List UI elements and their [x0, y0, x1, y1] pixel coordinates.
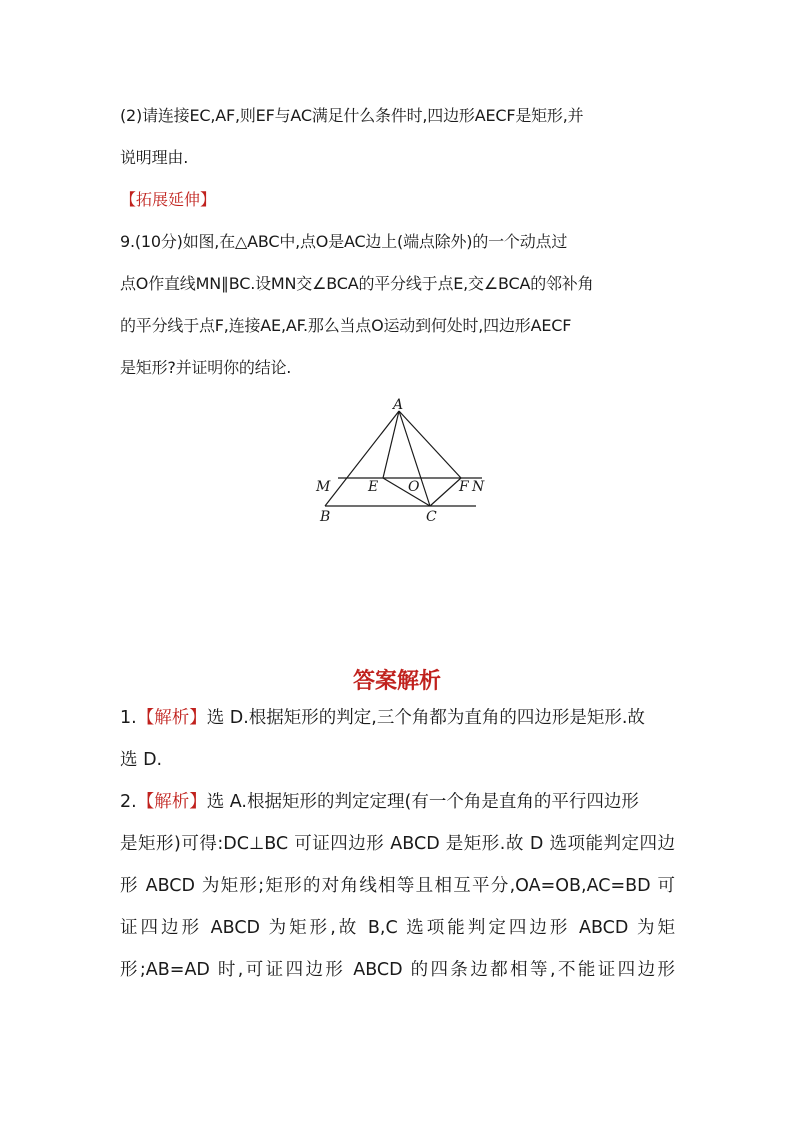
segment-af: [399, 411, 461, 478]
answer-1-analysis-tag: 【解析】: [136, 708, 207, 728]
q8-part2-line-1: (2)请连接EC,AF,则EF与AC满足什么条件时,四边形AECF是矩形,并: [120, 106, 584, 125]
answer-1-line-2: 选 D.: [120, 750, 163, 770]
answer-2-line-4: 证四边形 ABCD 为矩形,故 B,C 选项能判定四边形 ABCD 为矩: [120, 918, 675, 938]
point-label-m: M: [316, 479, 331, 495]
answer-2-number: 2.: [120, 792, 137, 812]
point-label-c: C: [426, 509, 437, 525]
q9-line-2: 点O作直线MN∥BC.设MN交∠BCA的平分线于点E,交∠BCA的邻补角: [120, 274, 594, 293]
answer-2-line-3: 形 ABCD 为矩形;矩形的对角线相等且相互平分,OA=OB,AC=BD 可: [120, 876, 675, 896]
q9-line-3: 的平分线于点F,连接AE,AF.那么当点O运动到何处时,四边形AECF: [120, 316, 572, 335]
answers-heading: 答案解析: [352, 669, 441, 694]
answer-2-line-5: 形;AB=AD 时,可证四边形 ABCD 的四条边都相等,不能证四边形: [120, 960, 675, 980]
q9-line-1: 9.(10分)如图,在△ABC中,点O是AC边上(端点除外)的一个动点过: [120, 232, 568, 251]
point-label-a: A: [393, 397, 404, 413]
point-label-f: F: [459, 479, 469, 495]
section-extension-heading: 【拓展延伸】: [120, 190, 217, 209]
point-label-o: O: [408, 479, 420, 495]
segment-ce: [383, 478, 430, 506]
point-label-e: E: [368, 479, 379, 495]
point-label-b: B: [320, 509, 331, 525]
answer-2-analysis-tag: 【解析】: [136, 792, 207, 812]
answer-2-text-1: 选 A.根据矩形的判定定理(有一个角是直角的平行四边形: [206, 792, 639, 812]
q8-part2-line-2: 说明理由.: [120, 148, 189, 167]
point-label-n: N: [472, 479, 485, 495]
segment-cf: [430, 478, 461, 506]
answer-2-line-2: 是矩形)可得:DC⊥BC 可证四边形 ABCD 是矩形.故 D 选项能判定四边: [120, 834, 675, 854]
answer-1-text-1: 选 D.根据矩形的判定,三个角都为直角的四边形是矩形.故: [206, 708, 645, 728]
q9-line-4: 是矩形?并证明你的结论.: [120, 358, 292, 377]
answer-1-line-1: [120, 706, 645, 730]
answer-1-number: 1.: [120, 708, 137, 728]
answer-2-line-1: [120, 790, 639, 814]
